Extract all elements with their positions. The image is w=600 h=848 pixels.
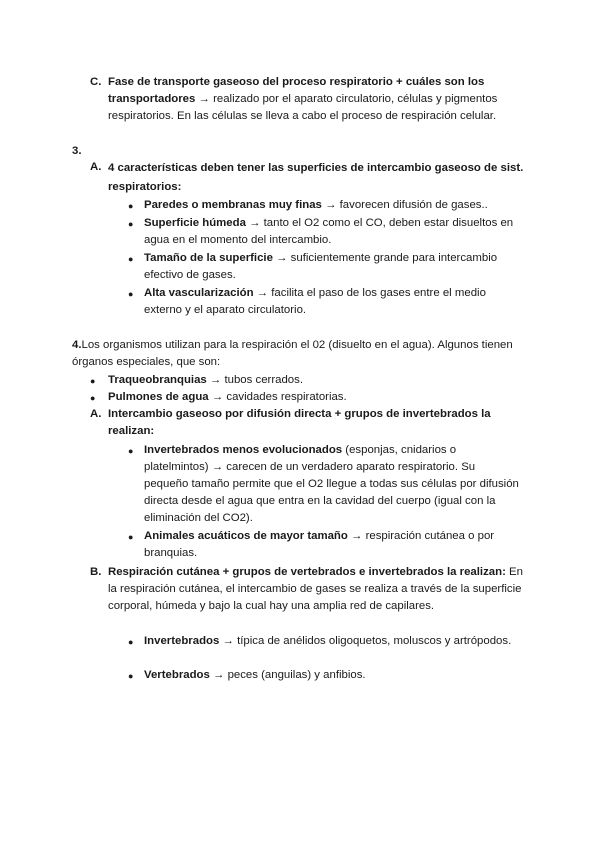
section-4a-heading-text: Intercambio gaseoso por difusión directa + grupos de invertebrados la realizan:: [108, 408, 491, 437]
bullet-icon: ●: [128, 201, 134, 211]
section-4b-text: En la respiración cutánea, el intercambio de gases se realiza a través de la superficie corporal, húmeda y bajo la cual hay una amplia red de capilares.: [108, 566, 523, 612]
section-3a-heading: [108, 159, 528, 197]
list-item-bold: Pulmones de agua: [108, 391, 209, 403]
list-item-bold: Alta vascularización: [144, 287, 254, 299]
section-4-intro: [72, 337, 532, 371]
list-item-4b-1: [144, 633, 519, 650]
list-marker-4a: A.: [90, 408, 102, 420]
list-item-3a-4: [144, 285, 524, 319]
list-item-bold: Animales acuáticos de mayor tamaño: [144, 530, 348, 542]
bullet-icon: ●: [128, 219, 134, 229]
list-item-bold: Paredes o membranas muy finas: [144, 199, 322, 211]
list-item-bold: Traqueobranquias: [108, 374, 207, 386]
list-item-text: → peces (anguilas) y anfibios.: [209, 669, 366, 681]
list-item-text: → respiración cutánea o por branquias.: [144, 530, 495, 559]
bullet-icon: ●: [128, 637, 134, 647]
list-item-text: (esponjas, cnidarios o platelmintos) → carecen de un verdadero aparato respiratorio. Su pequeño tamaño permite que el O2 llegue a todas sus células por difusión directa desde el agua que entra en la cavidad del cuerpo (igual con la eliminación del CO2).: [144, 444, 519, 524]
list-item-text: → cavidades respiratorias.: [208, 391, 347, 403]
list-item-4-2: [108, 389, 528, 406]
list-item-4a-2: [144, 528, 524, 562]
section-4b-heading: Respiración cutánea + grupos de vertebrados e invertebrados la realizan:: [108, 566, 506, 578]
list-marker-3a: A.: [90, 161, 102, 173]
bullet-icon: ●: [128, 289, 134, 299]
list-item-3a-2: [144, 215, 524, 249]
list-item-3a-1: [144, 197, 524, 214]
section-4b-paragraph: [108, 564, 528, 615]
bullet-icon: ●: [90, 376, 96, 386]
list-item-text: → tanto el O2 como el CO, deben estar disueltos en agua en el momento del intercambio.: [144, 217, 514, 246]
list-item-text: → típica de anélidos oligoquetos, moluscos y artrópodos.: [219, 635, 512, 647]
bullet-icon: ●: [128, 532, 134, 542]
list-marker-c: C.: [90, 76, 102, 88]
section-3a-heading-text: 4 características deben tener las superficies de intercambio gaseoso de sist. respiratorios:: [108, 162, 524, 193]
list-item-text: → favorecen difusión de gases..: [321, 199, 488, 211]
bullet-icon: ●: [90, 393, 96, 403]
section-c-text: → realizado por el aparato circulatorio, células y pigmentos respiratorios. En las células se lleva a cabo el proceso de respiración celular.: [108, 93, 498, 122]
section-number-4: 4.: [72, 339, 82, 351]
list-item-text: → facilita el paso de los gases entre el medio externo y el aparato circulatorio.: [144, 287, 486, 316]
bullet-icon: ●: [128, 254, 134, 264]
bullet-icon: ●: [128, 671, 134, 681]
section-4-intro-text: Los organismos utilizan para la respiración el 02 (disuelto en el agua). Algunos tienen órganos especiales, que son:: [72, 339, 513, 368]
section-c-heading: Fase de transporte gaseoso del proceso respiratorio + cuáles son los transportadores: [108, 76, 485, 105]
list-item-bold: Vertebrados: [144, 669, 210, 681]
list-item-bold: Tamaño de la superficie: [144, 252, 273, 264]
list-marker-4b: B.: [90, 566, 102, 578]
section-number-3: 3.: [72, 145, 82, 157]
list-item-3a-3: [144, 250, 524, 284]
list-item-bold: Invertebrados: [144, 635, 220, 647]
list-item-bold: Superficie húmeda: [144, 217, 246, 229]
list-item-4-1: [108, 372, 528, 389]
bullet-icon: ●: [128, 446, 134, 456]
list-item-text: → tubos cerrados.: [206, 374, 303, 386]
list-item-4b-2: [144, 667, 524, 684]
section-4a-heading: [108, 406, 528, 440]
list-item-text: → suficientemente grande para intercambio efectivo de gases.: [144, 252, 498, 281]
list-item-4a-1: [144, 442, 519, 527]
section-c-paragraph: [108, 74, 528, 125]
list-item-bold: Invertebrados menos evolucionados: [144, 444, 343, 456]
